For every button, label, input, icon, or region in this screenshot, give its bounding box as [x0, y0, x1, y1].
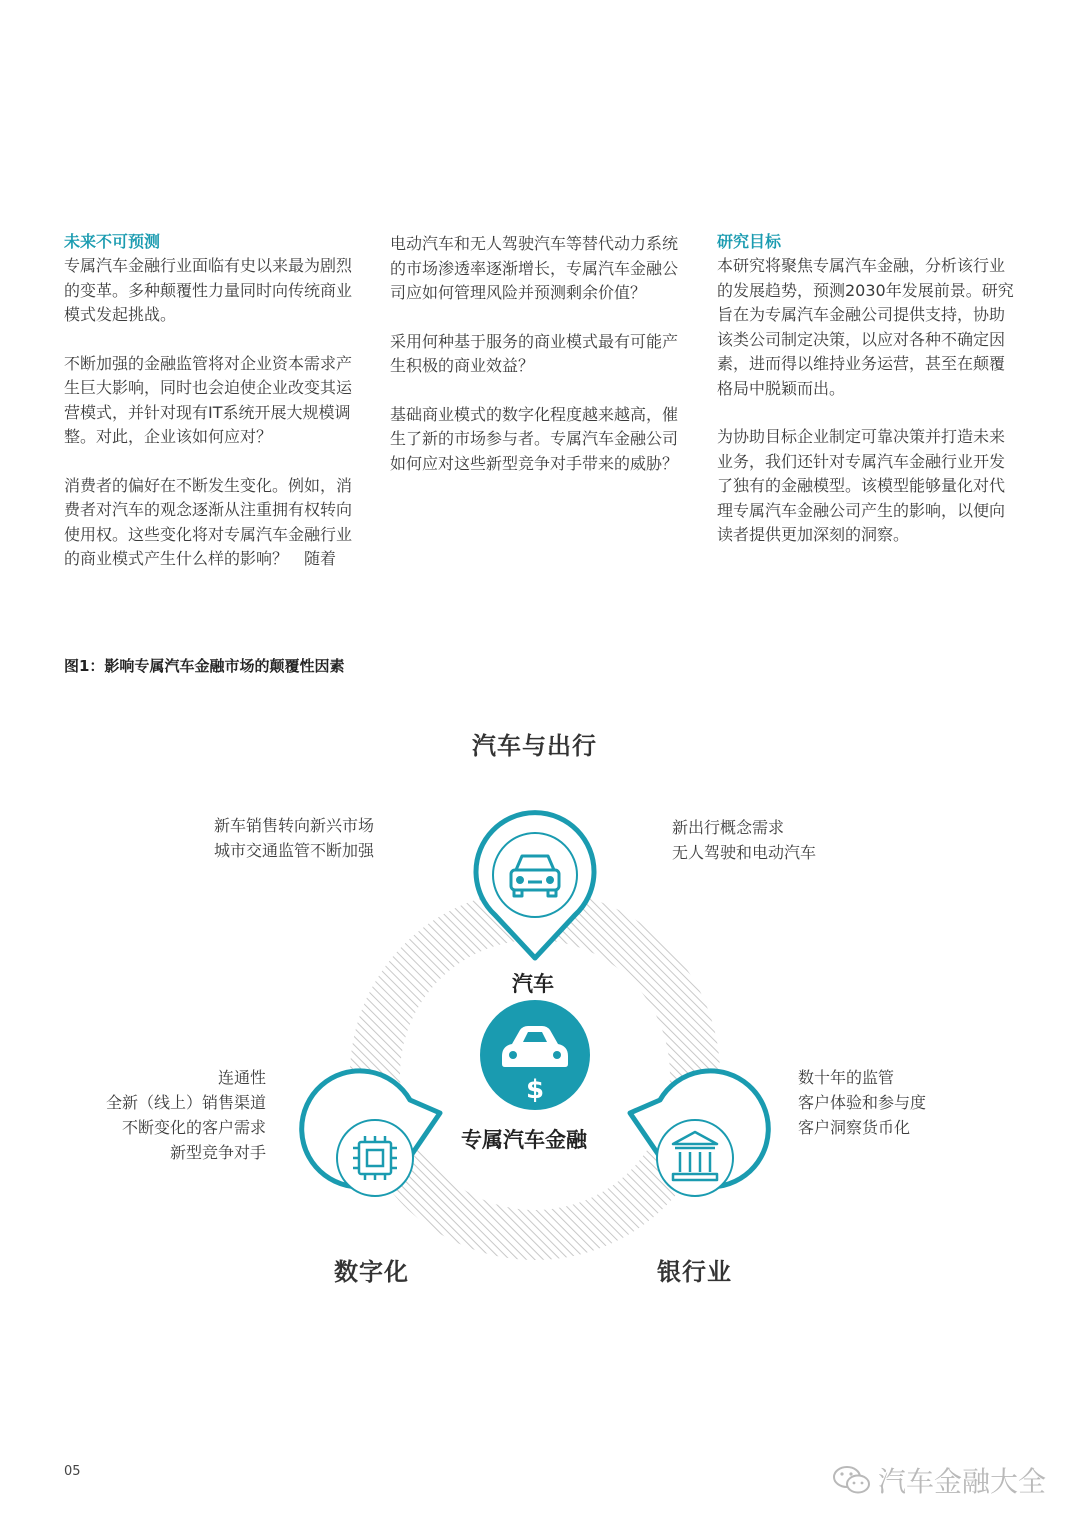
note-line: 客户洞察货币化 [798, 1118, 911, 1137]
text-column-2 [390, 232, 690, 500]
paragraph: 本研究将聚焦专属汽车金融，分析该行业的发展趋势，预测2030年发展前景。研究旨在为专属汽车金融公司提供支持，协助该类公司制定决策，以应对各种不确定因素，进而得以维持业务运营，甚至在颠覆格局中脱颖而出。 [717, 256, 1014, 398]
column-heading: 研究目标 [717, 232, 782, 251]
text-column-1 [64, 230, 364, 596]
note-line: 客户体验和参与度 [798, 1093, 927, 1112]
note-line: 全新（线上）销售渠道 [105, 1093, 266, 1112]
note-right [798, 1065, 926, 1140]
paragraph: 基础商业模式的数字化程度越来越高，催生了新的市场参与者。专属汽车金融公司如何应对这些新型竞争对手带来的威胁？ [390, 404, 679, 473]
diagram-graphics [0, 700, 1080, 1320]
note-line: 不断变化的客户需求 [121, 1118, 266, 1137]
note-line: 无人驾驶和电动汽车 [672, 843, 817, 862]
paragraph: 专属汽车金融行业面临有史以来最为剧烈的变革。多种颠覆性力量同时向传统商业模式发起挑战。 [64, 256, 353, 324]
note-line: 新出行概念需求 [672, 818, 785, 837]
note-line: 连通性 [217, 1068, 266, 1087]
node-label-banking: 银行业 [657, 1258, 732, 1286]
node-label-car: 汽车 [512, 972, 554, 996]
note-left [106, 1065, 266, 1165]
note-line: 新车销售转向新兴市场 [214, 816, 375, 835]
diagram-top-title: 汽车与出行 [472, 732, 597, 760]
center-label: 专属汽车金融 [461, 1128, 587, 1152]
note-line: 城市交通监管不断加强 [214, 841, 375, 860]
note-top-right [672, 815, 816, 865]
watermark [832, 1460, 1046, 1500]
paragraph: 不断加强的金融监管将对企业资本需求产生巨大影响，同时也会迫使企业改变其运营模式，并针对现有IT系统开展大规模调整。对此，企业该如何应对？ [64, 353, 353, 446]
wechat-icon [832, 1464, 872, 1496]
paragraph: 采用何种基于服务的商业模式最有可能产生积极的商业效益？ [390, 331, 679, 375]
figure-title: 图1：影响专属汽车金融市场的颠覆性因素 [64, 657, 345, 675]
note-line: 新型竞争对手 [169, 1143, 266, 1162]
page-number: 05 [64, 1464, 81, 1479]
note-top-left [214, 813, 374, 863]
paragraph: 电动汽车和无人驾驶汽车等替代动力系统的市场渗透率逐渐增长，专属汽车金融公司应如何管理风险并预测剩余价值？ [390, 234, 679, 302]
disruption-diagram [0, 700, 1080, 1320]
watermark-text: 汽车金融大全 [877, 1465, 1046, 1498]
node-label-digital: 数字化 [334, 1258, 409, 1286]
svg-text:$: $ [525, 1075, 545, 1105]
column-heading: 未来不可预测 [64, 232, 161, 251]
paragraph: 消费者的偏好在不断发生变化。例如，消费者对汽车的观念逐渐从注重拥有权转向使用权。这些变化将对专属汽车金融行业的商业模式产生什么样的影响？ 随着 [64, 475, 353, 568]
paragraph: 为协助目标企业制定可靠决策并打造未来业务，我们还针对专属汽车金融行业开发了独有的金融模型。该模型能够量化对代理专属汽车金融公司产生的影响，以便向读者提供更加深刻的洞察。 [717, 427, 1006, 544]
note-line: 数十年的监管 [798, 1068, 895, 1087]
center-node [480, 1000, 590, 1110]
text-column-3 [717, 230, 1017, 572]
